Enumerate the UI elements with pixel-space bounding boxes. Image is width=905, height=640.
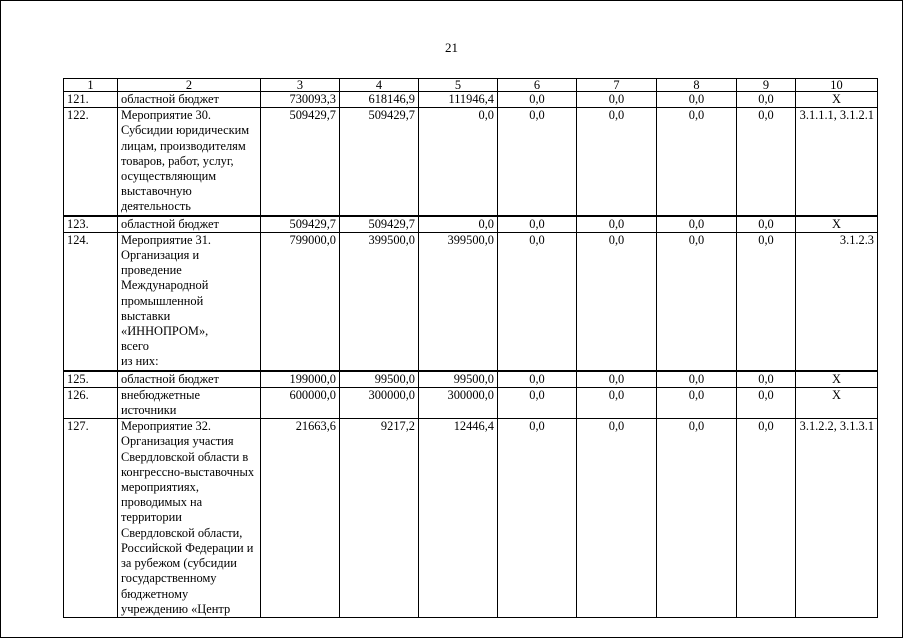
total-value: 600000,0 <box>261 387 340 418</box>
year-value-8: 0,0 <box>657 419 737 618</box>
year-value-6: 0,0 <box>498 108 577 216</box>
year-value-6: 0,0 <box>498 92 577 108</box>
year-value-8: 0,0 <box>657 216 737 233</box>
column-header: 2 <box>118 79 261 92</box>
year-value-9: 0,0 <box>737 108 796 216</box>
description-line: за рубежом (субсидии <box>121 556 237 571</box>
year-value-5: 0,0 <box>419 108 498 216</box>
description-line: Организация и <box>121 248 200 263</box>
description-line: осуществляющим <box>121 169 217 184</box>
year-value-8: 0,0 <box>657 108 737 216</box>
year-value-5: 0,0 <box>419 216 498 233</box>
description-line: областной бюджет <box>121 92 219 106</box>
year-value-7: 0,0 <box>577 216 657 233</box>
column-header: 10 <box>796 79 878 92</box>
description-line: бюджетному <box>121 586 189 601</box>
row-description <box>118 92 261 108</box>
year-value-7: 0,0 <box>577 108 657 216</box>
row-description <box>118 419 261 618</box>
description-line: из них: <box>121 354 159 369</box>
year-value-7: 0,0 <box>577 419 657 618</box>
total-value: 509429,7 <box>261 216 340 233</box>
description-line: проводимых на <box>121 495 203 510</box>
year-value-7: 0,0 <box>577 387 657 418</box>
row-number: 126. <box>64 387 118 418</box>
year-value-9: 0,0 <box>737 419 796 618</box>
column-header: 8 <box>657 79 737 92</box>
year-value-6: 0,0 <box>498 371 577 388</box>
table-row <box>64 92 878 108</box>
target-indicator-code: X <box>796 92 878 108</box>
year-value-4: 9217,2 <box>340 419 419 618</box>
target-indicator-code: 3.1.1.1, 3.1.2.1 <box>796 108 878 216</box>
table-row <box>64 232 878 370</box>
year-value-6: 0,0 <box>498 232 577 370</box>
table-row <box>64 216 878 233</box>
year-value-5: 99500,0 <box>419 371 498 388</box>
description-line: конгрессно-выставочных <box>121 464 255 479</box>
year-value-8: 0,0 <box>657 232 737 370</box>
row-description <box>118 108 261 216</box>
table-row <box>64 371 878 388</box>
description-line: Организация участия <box>121 434 234 449</box>
row-number: 121. <box>64 92 118 108</box>
column-header: 1 <box>64 79 118 92</box>
year-value-5: 111946,4 <box>419 92 498 108</box>
description-line: всего <box>121 339 149 354</box>
year-value-5: 12446,4 <box>419 419 498 618</box>
column-header: 3 <box>261 79 340 92</box>
description-line: Свердловской области в <box>121 449 249 464</box>
year-value-4: 99500,0 <box>340 371 419 388</box>
column-header: 7 <box>577 79 657 92</box>
description-line: промышленной <box>121 293 204 308</box>
year-value-6: 0,0 <box>498 216 577 233</box>
year-value-4: 509429,7 <box>340 108 419 216</box>
year-value-5: 399500,0 <box>419 232 498 370</box>
year-value-8: 0,0 <box>657 92 737 108</box>
description-line: выставки <box>121 308 171 323</box>
year-value-7: 0,0 <box>577 232 657 370</box>
year-value-9: 0,0 <box>737 371 796 388</box>
target-indicator-code: 3.1.2.2, 3.1.3.1 <box>796 419 878 618</box>
target-indicator-code: 3.1.2.3 <box>796 232 878 370</box>
column-header: 6 <box>498 79 577 92</box>
year-value-4: 509429,7 <box>340 216 419 233</box>
description-line: Мероприятие 32. <box>121 419 212 434</box>
total-value: 799000,0 <box>261 232 340 370</box>
description-line: государственному <box>121 571 217 586</box>
table-row <box>64 419 878 618</box>
description-line: источники <box>121 403 177 418</box>
description-line: лицам, производителям <box>121 138 246 153</box>
row-number: 124. <box>64 232 118 370</box>
target-indicator-code: X <box>796 216 878 233</box>
year-value-5: 300000,0 <box>419 387 498 418</box>
row-number: 123. <box>64 216 118 233</box>
total-value: 21663,6 <box>261 419 340 618</box>
year-value-4: 618146,9 <box>340 92 419 108</box>
column-header: 5 <box>419 79 498 92</box>
row-number: 127. <box>64 419 118 618</box>
total-value: 509429,7 <box>261 108 340 216</box>
description-line: Мероприятие 31. <box>121 232 212 247</box>
target-indicator-code: X <box>796 371 878 388</box>
row-description <box>118 387 261 418</box>
row-number: 125. <box>64 371 118 388</box>
year-value-9: 0,0 <box>737 232 796 370</box>
year-value-7: 0,0 <box>577 371 657 388</box>
row-description <box>118 371 261 388</box>
description-line: выставочную <box>121 184 192 199</box>
row-number: 122. <box>64 108 118 216</box>
year-value-9: 0,0 <box>737 216 796 233</box>
total-value: 730093,3 <box>261 92 340 108</box>
year-value-8: 0,0 <box>657 371 737 388</box>
description-line: Мероприятие 30. <box>121 108 212 123</box>
description-line: товаров, работ, услуг, <box>121 153 234 168</box>
description-line: мероприятиях, <box>121 480 199 495</box>
row-description <box>118 216 261 233</box>
description-line: деятельность <box>121 199 191 214</box>
table-header-row <box>64 79 878 92</box>
description-line: Субсидии юридическим <box>121 123 250 138</box>
table-row <box>64 108 878 216</box>
year-value-7: 0,0 <box>577 92 657 108</box>
year-value-4: 300000,0 <box>340 387 419 418</box>
year-value-8: 0,0 <box>657 387 737 418</box>
page-number: 21 <box>445 40 458 55</box>
description-line: областной бюджет <box>121 371 219 386</box>
description-line: Российской Федерации и <box>121 540 254 555</box>
description-line: Свердловской области, <box>121 525 243 540</box>
row-description <box>118 232 261 370</box>
budget-table <box>63 78 878 618</box>
total-value: 199000,0 <box>261 371 340 388</box>
year-value-9: 0,0 <box>737 387 796 418</box>
column-header: 9 <box>737 79 796 92</box>
description-line: учреждению «Центр <box>121 601 231 616</box>
table-row <box>64 387 878 418</box>
year-value-4: 399500,0 <box>340 232 419 370</box>
description-line: «ИННОПРОМ», <box>121 324 209 339</box>
description-line: Международной <box>121 278 209 293</box>
column-header: 4 <box>340 79 419 92</box>
description-line: проведение <box>121 263 182 278</box>
year-value-6: 0,0 <box>498 419 577 618</box>
description-line: областной бюджет <box>121 216 219 231</box>
target-indicator-code: X <box>796 387 878 418</box>
description-line: внебюджетные <box>121 387 200 402</box>
year-value-9: 0,0 <box>737 92 796 108</box>
description-line: территории <box>121 510 182 525</box>
year-value-6: 0,0 <box>498 387 577 418</box>
